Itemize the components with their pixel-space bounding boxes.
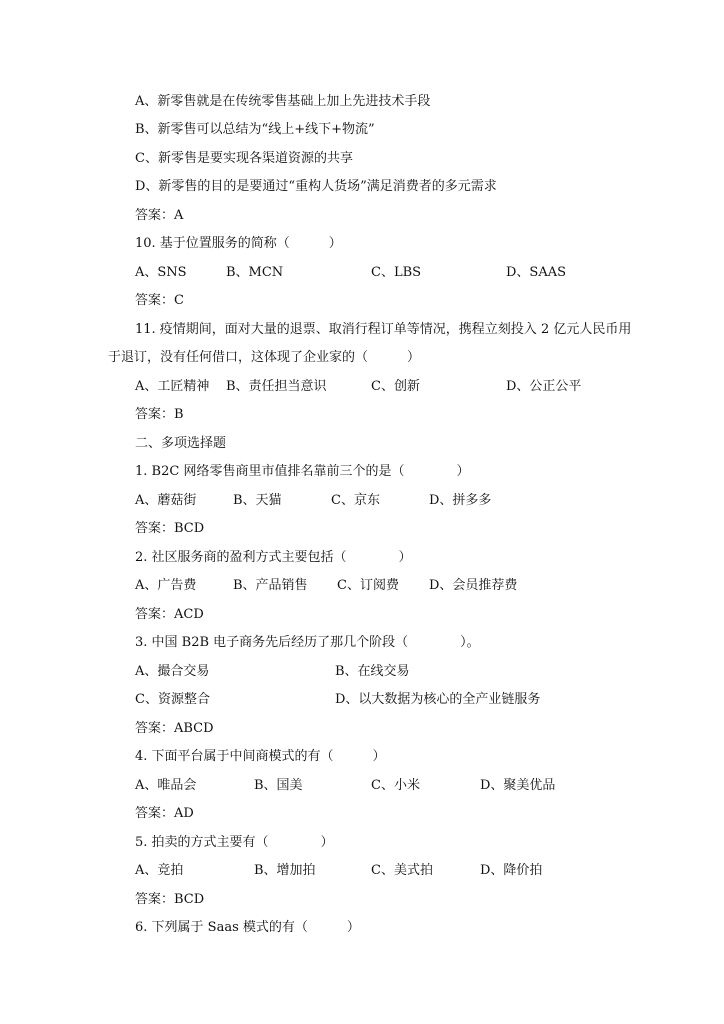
q11-option-c: C、创新 bbox=[371, 379, 420, 394]
m5-option-a: A、竞拍 bbox=[135, 863, 184, 878]
m3-option-c: C、资源整合 bbox=[135, 692, 210, 707]
m3-stem: 3. 中国 B2B 电子商务先后经历了那几个阶段（ ）。 bbox=[135, 635, 480, 650]
m4-answer: 答案：AD bbox=[135, 806, 194, 821]
m1-option-b: B、天猫 bbox=[233, 493, 282, 508]
q9-answer: 答案：A bbox=[135, 208, 184, 223]
q11-option-d: D、公正公平 bbox=[506, 379, 582, 394]
m5-option-d: D、降价拍 bbox=[480, 863, 543, 878]
q9-option-c: C、新零售是要实现各渠道资源的共享 bbox=[135, 151, 353, 166]
m4-option-d: D、聚美优品 bbox=[480, 778, 556, 793]
m1-options bbox=[135, 492, 615, 510]
q10-option-a: A、SNS bbox=[135, 265, 187, 280]
q10-option-d: D、SAAS bbox=[506, 265, 567, 280]
m4-options bbox=[135, 777, 615, 795]
m3-option-b: B、在线交易 bbox=[335, 664, 410, 679]
m4-option-a: A、唯品会 bbox=[135, 778, 197, 793]
m1-option-d: D、拼多多 bbox=[429, 493, 492, 508]
m2-option-b: B、产品销售 bbox=[233, 578, 308, 593]
m3-answer: 答案：ABCD bbox=[135, 721, 214, 736]
q11-option-a: A、工匠精神 bbox=[135, 379, 210, 394]
q11-stem-line2: 于退订，没有任何借口，这体现了企业家的（ ） bbox=[108, 350, 421, 365]
m2-option-d: D、会员推荐费 bbox=[429, 578, 518, 593]
q10-option-c: C、LBS bbox=[371, 265, 422, 280]
m3-option-d: D、以大数据为核心的全产业链服务 bbox=[335, 692, 541, 707]
q11-answer: 答案：B bbox=[135, 407, 184, 422]
m4-option-b: B、国美 bbox=[254, 778, 303, 793]
m2-option-a: A、广告费 bbox=[135, 578, 197, 593]
q11-stem-line1: 11. 疫情期间，面对大量的退票、取消行程订单等情况，携程立刻投入 2 亿元人民币用 bbox=[135, 322, 632, 337]
m1-answer: 答案：BCD bbox=[135, 521, 205, 536]
m2-answer: 答案：ACD bbox=[135, 607, 204, 622]
m5-option-c: C、美式拍 bbox=[371, 863, 433, 878]
m1-option-a: A、蘑菇街 bbox=[135, 493, 197, 508]
section-heading-multiple-choice: 二、多项选择题 bbox=[135, 436, 227, 451]
m4-option-c: C、小米 bbox=[371, 778, 420, 793]
m5-stem: 5. 拍卖的方式主要有（ ） bbox=[135, 835, 334, 850]
m2-option-c: C、订阅费 bbox=[337, 578, 399, 593]
m3-options-row1 bbox=[135, 663, 615, 681]
q10-stem: 10. 基于位置服务的简称（ ） bbox=[135, 236, 342, 251]
q9-option-b: B、新零售可以总结为“线上+线下+物流” bbox=[135, 122, 375, 137]
m5-option-b: B、增加拍 bbox=[254, 863, 316, 878]
m6-stem: 6. 下列属于 Saas 模式的有（ ） bbox=[135, 920, 360, 935]
q10-options bbox=[135, 264, 615, 282]
m5-answer: 答案：BCD bbox=[135, 892, 205, 907]
m5-options bbox=[135, 862, 615, 880]
m4-stem: 4. 下面平台属于中间商模式的有（ ） bbox=[135, 749, 386, 764]
m3-option-a: A、撮合交易 bbox=[135, 664, 210, 679]
q11-option-b: B、责任担当意识 bbox=[226, 379, 327, 394]
m1-option-c: C、京东 bbox=[331, 493, 380, 508]
m1-stem: 1. B2C 网络零售商里市值排名靠前三个的是（ ） bbox=[135, 464, 470, 479]
m2-options bbox=[135, 577, 615, 595]
m2-stem: 2. 社区服务商的盈利方式主要包括（ ） bbox=[135, 550, 412, 565]
m3-options-row2 bbox=[135, 691, 615, 709]
q10-option-b: B、MCN bbox=[226, 265, 284, 280]
q11-options bbox=[135, 378, 615, 396]
q10-answer: 答案：C bbox=[135, 293, 184, 308]
q9-option-d: D、新零售的目的是要通过“重构人货场”满足消费者的多元需求 bbox=[135, 179, 497, 194]
q9-option-a: A、新零售就是在传统零售基础上加上先进技术手段 bbox=[135, 94, 431, 109]
